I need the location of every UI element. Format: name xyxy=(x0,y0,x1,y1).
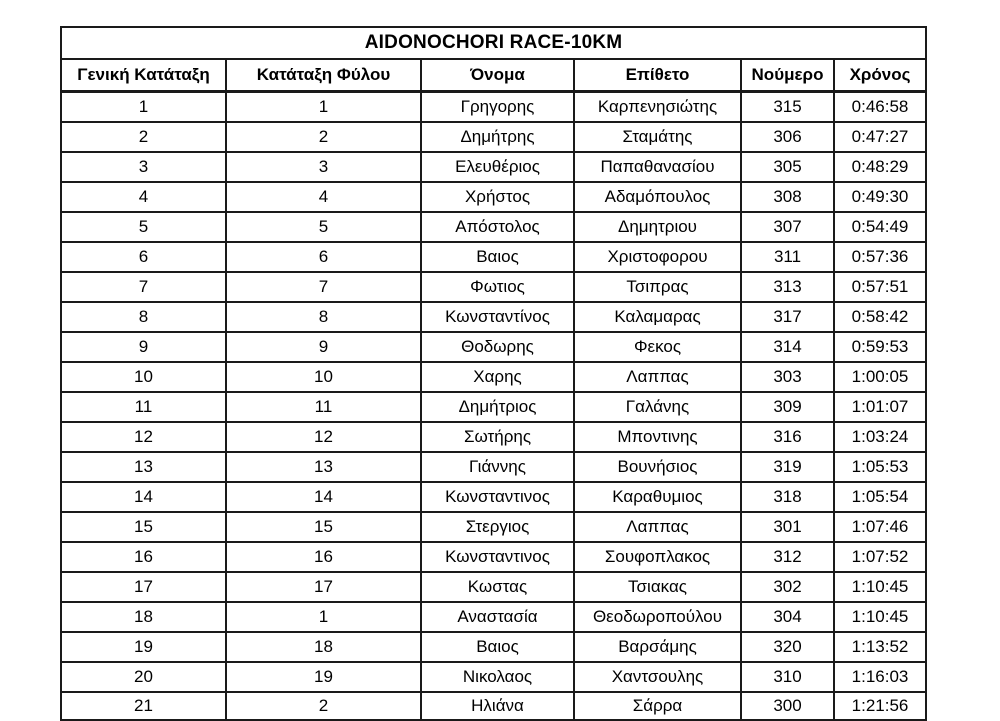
cell-overall-rank: 4 xyxy=(61,182,226,212)
cell-first-name: Βαιος xyxy=(421,632,574,662)
column-header-first-name: Όνομα xyxy=(421,59,574,92)
cell-last-name: Γαλάνης xyxy=(574,392,741,422)
column-header-overall-rank: Γενική Κατάταξη xyxy=(61,59,226,92)
cell-last-name: Καρπενησιώτης xyxy=(574,92,741,123)
cell-gender-rank: 10 xyxy=(226,362,421,392)
cell-first-name: Βαιος xyxy=(421,242,574,272)
cell-bib: 308 xyxy=(741,182,834,212)
table-row xyxy=(61,92,926,123)
cell-time: 0:49:30 xyxy=(834,182,926,212)
cell-overall-rank: 14 xyxy=(61,482,226,512)
cell-first-name: Στεργιος xyxy=(421,512,574,542)
table-row xyxy=(61,272,926,302)
table-row xyxy=(61,122,926,152)
cell-bib: 302 xyxy=(741,572,834,602)
cell-first-name: Κωνσταντίνος xyxy=(421,302,574,332)
table-row xyxy=(61,632,926,662)
cell-bib: 312 xyxy=(741,542,834,572)
table-row xyxy=(61,302,926,332)
cell-last-name: Χριστοφορου xyxy=(574,242,741,272)
cell-gender-rank: 2 xyxy=(226,122,421,152)
cell-last-name: Βαρσάμης xyxy=(574,632,741,662)
cell-last-name: Μποντινης xyxy=(574,422,741,452)
cell-first-name: Ελευθέριος xyxy=(421,152,574,182)
cell-overall-rank: 20 xyxy=(61,662,226,692)
race-results-table xyxy=(60,26,927,721)
table-row xyxy=(61,242,926,272)
cell-gender-rank: 12 xyxy=(226,422,421,452)
cell-bib: 317 xyxy=(741,302,834,332)
cell-bib: 318 xyxy=(741,482,834,512)
cell-first-name: Φωτιος xyxy=(421,272,574,302)
cell-first-name: Κωνσταντινος xyxy=(421,482,574,512)
cell-first-name: Ηλιάνα xyxy=(421,692,574,720)
cell-overall-rank: 7 xyxy=(61,272,226,302)
cell-bib: 306 xyxy=(741,122,834,152)
column-header-time: Χρόνος xyxy=(834,59,926,92)
cell-time: 1:03:24 xyxy=(834,422,926,452)
cell-bib: 313 xyxy=(741,272,834,302)
cell-last-name: Λαππας xyxy=(574,512,741,542)
cell-gender-rank: 16 xyxy=(226,542,421,572)
cell-bib: 316 xyxy=(741,422,834,452)
cell-gender-rank: 18 xyxy=(226,632,421,662)
cell-overall-rank: 16 xyxy=(61,542,226,572)
cell-first-name: Χαρης xyxy=(421,362,574,392)
cell-last-name: Δημητριου xyxy=(574,212,741,242)
cell-bib: 303 xyxy=(741,362,834,392)
cell-time: 1:05:54 xyxy=(834,482,926,512)
cell-gender-rank: 1 xyxy=(226,92,421,123)
cell-time: 0:46:58 xyxy=(834,92,926,123)
cell-overall-rank: 5 xyxy=(61,212,226,242)
cell-last-name: Τσιπρας xyxy=(574,272,741,302)
table-body xyxy=(61,92,926,721)
table-title-row xyxy=(61,27,926,59)
cell-time: 1:21:56 xyxy=(834,692,926,720)
cell-gender-rank: 13 xyxy=(226,452,421,482)
cell-overall-rank: 18 xyxy=(61,602,226,632)
cell-time: 0:48:29 xyxy=(834,152,926,182)
table-row xyxy=(61,452,926,482)
table-row xyxy=(61,482,926,512)
cell-gender-rank: 8 xyxy=(226,302,421,332)
cell-time: 0:57:51 xyxy=(834,272,926,302)
table-header-row xyxy=(61,59,926,92)
cell-last-name: Παπαθανασίου xyxy=(574,152,741,182)
cell-last-name: Φεκος xyxy=(574,332,741,362)
cell-last-name: Καλαμαρας xyxy=(574,302,741,332)
cell-gender-rank: 19 xyxy=(226,662,421,692)
cell-last-name: Σουφοπλακος xyxy=(574,542,741,572)
table-head xyxy=(61,27,926,92)
race-title: AIDONOCHORI RACE-10KM xyxy=(61,27,926,59)
table-row xyxy=(61,332,926,362)
cell-first-name: Νικολαος xyxy=(421,662,574,692)
cell-bib: 305 xyxy=(741,152,834,182)
cell-time: 0:59:53 xyxy=(834,332,926,362)
cell-last-name: Θεοδωροπούλου xyxy=(574,602,741,632)
table-row xyxy=(61,152,926,182)
cell-time: 1:00:05 xyxy=(834,362,926,392)
cell-last-name: Λαππας xyxy=(574,362,741,392)
cell-overall-rank: 6 xyxy=(61,242,226,272)
cell-last-name: Αδαμόπουλος xyxy=(574,182,741,212)
cell-overall-rank: 12 xyxy=(61,422,226,452)
cell-gender-rank: 14 xyxy=(226,482,421,512)
cell-overall-rank: 19 xyxy=(61,632,226,662)
cell-first-name: Γρηγορης xyxy=(421,92,574,123)
cell-first-name: Αναστασία xyxy=(421,602,574,632)
cell-time: 0:57:36 xyxy=(834,242,926,272)
column-header-gender-rank: Κατάταξη Φύλου xyxy=(226,59,421,92)
cell-bib: 315 xyxy=(741,92,834,123)
cell-time: 1:10:45 xyxy=(834,602,926,632)
cell-bib: 314 xyxy=(741,332,834,362)
table-row xyxy=(61,392,926,422)
table-row xyxy=(61,512,926,542)
cell-gender-rank: 7 xyxy=(226,272,421,302)
cell-bib: 301 xyxy=(741,512,834,542)
cell-bib: 309 xyxy=(741,392,834,422)
cell-time: 0:47:27 xyxy=(834,122,926,152)
cell-time: 1:10:45 xyxy=(834,572,926,602)
cell-first-name: Χρήστος xyxy=(421,182,574,212)
cell-time: 1:07:52 xyxy=(834,542,926,572)
cell-gender-rank: 17 xyxy=(226,572,421,602)
cell-last-name: Τσιακας xyxy=(574,572,741,602)
cell-bib: 310 xyxy=(741,662,834,692)
cell-first-name: Σωτήρης xyxy=(421,422,574,452)
column-header-bib: Νούμερο xyxy=(741,59,834,92)
cell-last-name: Βουνήσιος xyxy=(574,452,741,482)
cell-first-name: Κωστας xyxy=(421,572,574,602)
cell-time: 1:16:03 xyxy=(834,662,926,692)
cell-overall-rank: 11 xyxy=(61,392,226,422)
cell-first-name: Απόστολος xyxy=(421,212,574,242)
table-row xyxy=(61,182,926,212)
cell-bib: 300 xyxy=(741,692,834,720)
cell-time: 1:13:52 xyxy=(834,632,926,662)
cell-overall-rank: 2 xyxy=(61,122,226,152)
race-results-sheet xyxy=(60,26,925,715)
cell-overall-rank: 1 xyxy=(61,92,226,123)
cell-gender-rank: 11 xyxy=(226,392,421,422)
cell-first-name: Κωνσταντινος xyxy=(421,542,574,572)
cell-gender-rank: 15 xyxy=(226,512,421,542)
cell-first-name: Δημήτρης xyxy=(421,122,574,152)
table-row xyxy=(61,212,926,242)
cell-overall-rank: 15 xyxy=(61,512,226,542)
cell-bib: 311 xyxy=(741,242,834,272)
cell-bib: 304 xyxy=(741,602,834,632)
cell-overall-rank: 13 xyxy=(61,452,226,482)
cell-gender-rank: 6 xyxy=(226,242,421,272)
cell-time: 0:54:49 xyxy=(834,212,926,242)
cell-time: 1:05:53 xyxy=(834,452,926,482)
cell-first-name: Γιάννης xyxy=(421,452,574,482)
table-row xyxy=(61,692,926,720)
cell-gender-rank: 2 xyxy=(226,692,421,720)
table-row xyxy=(61,602,926,632)
cell-gender-rank: 3 xyxy=(226,152,421,182)
cell-last-name: Χαντσουλης xyxy=(574,662,741,692)
table-row xyxy=(61,542,926,572)
cell-gender-rank: 1 xyxy=(226,602,421,632)
cell-last-name: Σάρρα xyxy=(574,692,741,720)
cell-gender-rank: 5 xyxy=(226,212,421,242)
table-row xyxy=(61,362,926,392)
cell-bib: 307 xyxy=(741,212,834,242)
cell-overall-rank: 21 xyxy=(61,692,226,720)
cell-bib: 320 xyxy=(741,632,834,662)
table-row xyxy=(61,422,926,452)
table-row xyxy=(61,572,926,602)
cell-time: 1:01:07 xyxy=(834,392,926,422)
cell-overall-rank: 9 xyxy=(61,332,226,362)
table-row xyxy=(61,662,926,692)
cell-overall-rank: 3 xyxy=(61,152,226,182)
cell-gender-rank: 4 xyxy=(226,182,421,212)
cell-bib: 319 xyxy=(741,452,834,482)
cell-time: 1:07:46 xyxy=(834,512,926,542)
cell-first-name: Θοδωρης xyxy=(421,332,574,362)
cell-last-name: Καραθυμιος xyxy=(574,482,741,512)
cell-last-name: Σταμάτης xyxy=(574,122,741,152)
cell-overall-rank: 17 xyxy=(61,572,226,602)
column-header-last-name: Επίθετο xyxy=(574,59,741,92)
cell-gender-rank: 9 xyxy=(226,332,421,362)
cell-first-name: Δημήτριος xyxy=(421,392,574,422)
cell-overall-rank: 10 xyxy=(61,362,226,392)
cell-time: 0:58:42 xyxy=(834,302,926,332)
cell-overall-rank: 8 xyxy=(61,302,226,332)
